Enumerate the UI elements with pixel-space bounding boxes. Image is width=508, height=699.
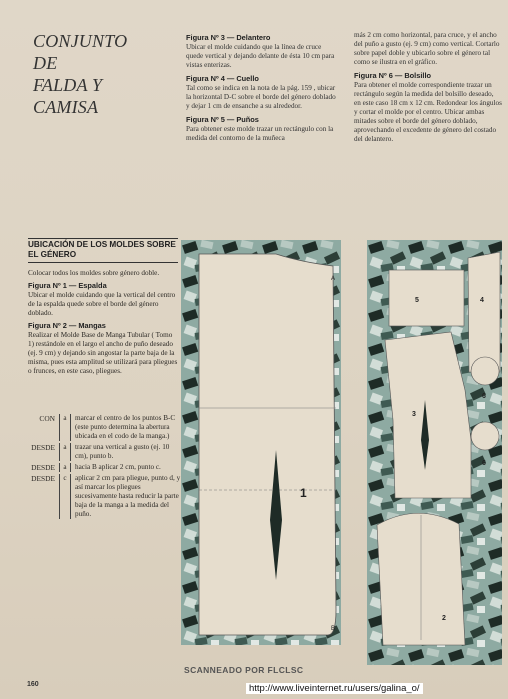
figure-1-text: Ubicar el molde cuidando que la vertical del centro de la espalda quede sobre el borde del género doblado. (28, 291, 176, 317)
figure-3-heading: Figura Nº 3 — Delantero (186, 33, 271, 42)
step-text: aplicar 2 cm para pliegue, punto d, y así marcar los pliegues sucesivamente hasta reducir la parte baja de la manga a la medida del puño. (75, 474, 181, 518)
figure-6-text: Para obtener el molde correspondiente trazar un rectángulo según la medida del bolsillo deseado, en este caso 18 cm x 12 cm. Redondear los ángulos y cortar el molde por el centro. Ubicar ambas mitades sobre el borde del género doblado, aprovechando el excedente de género del costado del delantero. (354, 81, 502, 143)
section-intro: Colocar todos los moldes sobre género doble. (28, 269, 160, 277)
step-letter: c (59, 474, 71, 519)
column-figure-6 (354, 31, 502, 148)
title-line: FALDA Y (33, 75, 103, 95)
piece-label-6a: 6 (482, 393, 486, 400)
step-row (22, 414, 182, 441)
column-figures-3-5 (186, 33, 336, 147)
pocket-piece-lower (471, 422, 499, 450)
collar-pattern-piece (468, 252, 500, 372)
point-label-a: A (331, 276, 336, 282)
fabric-layout-back (181, 240, 341, 645)
piece-label-1: 1 (300, 486, 307, 500)
cuff-pattern-piece (389, 270, 464, 326)
title-line: DE (33, 53, 58, 73)
step-keyword: CON (39, 414, 55, 423)
step-keyword: DESDE (31, 474, 55, 483)
scan-credit: SCANNEADO POR FLCLSC (184, 665, 304, 675)
figure-5-continued: más 2 cm como horizontal, para cruce, y el ancho del puño a gusto (ej. 9 cm) como vertical. Cortarlo sobre papel doble y ubicarlo sobre el género tal como se ilustra en el gráfico. (354, 31, 500, 66)
step-text: hacia B aplicar 2 cm, punto c. (75, 463, 161, 471)
piece-label-3: 3 (412, 411, 416, 418)
pocket-piece-upper (471, 357, 499, 385)
title-line: CONJUNTO (33, 31, 128, 51)
piece-label-2: 2 (442, 615, 446, 622)
page-title (33, 30, 173, 118)
figure-2-heading: Figura Nº 2 — Mangas (28, 321, 106, 330)
figure-4-heading: Figura Nº 4 — Cuello (186, 74, 259, 83)
step-letter: a (59, 443, 71, 461)
figure-2-text: Realizar el Molde Base de Manga Tubular ( Tomo 1) restándole en el largo el ancho de puño deseado (ej. 9 cm) y dejando sin angostar la parte baja de la misma, pues esta amplitud se utilizará para pliegues o frunces, en este caso, pliegues. (28, 331, 178, 375)
placement-section (28, 240, 178, 379)
figure-6-heading: Figura Nº 6 — Bolsillo (354, 71, 432, 80)
point-label-b: B (331, 626, 336, 632)
piece-label-6b: 6 (482, 460, 486, 467)
step-row (22, 463, 182, 472)
piece-label-4: 4 (480, 297, 484, 304)
page-number: 160 (27, 681, 39, 688)
figure-1-heading: Figura Nº 1 — Espalda (28, 281, 107, 290)
fabric-layout-front (367, 240, 502, 665)
step-text: marcar el centro de los puntos B-C (este punto determina la abertura ubicada en el codo de la manga.) (75, 414, 176, 440)
step-keyword: DESDE (31, 443, 55, 452)
figure-5-heading: Figura Nº 5 — Puños (186, 115, 259, 124)
step-text: trazar una vertical a gusto (ej. 10 cm), punto b. (75, 443, 170, 460)
figure-4-text: Tal como se indica en la nota de la pág. 159 , ubicar la horizontal D-C sobre el borde del género doblado y dejar 1 cm de ensanche a su alrededor. (186, 84, 336, 110)
step-row (22, 443, 182, 461)
step-letter: a (59, 463, 71, 472)
step-keyword: DESDE (31, 463, 55, 472)
title-line: CAMISA (33, 97, 99, 117)
section-rule (28, 238, 178, 239)
source-url[interactable]: http://www.liveinternet.ru/users/galina_o/ (246, 683, 423, 694)
step-row (22, 474, 182, 519)
figure-3-text: Ubicar el molde cuidando que la línea de cruce quede vertical y dejando delante de ésta 10 cm para vistas enterizas. (186, 43, 335, 69)
section-heading: UBICACIÓN DE LOS MOLDES SOBRE EL GÉNERO (28, 240, 178, 263)
piece-label-5: 5 (415, 297, 419, 304)
sleeve-steps (22, 414, 182, 521)
back-pattern-piece (199, 254, 336, 635)
figure-5-text: Para obtener este molde trazar un rectángulo con la medida del contorno de la muñeca (186, 125, 334, 142)
step-letter: a (59, 414, 71, 441)
